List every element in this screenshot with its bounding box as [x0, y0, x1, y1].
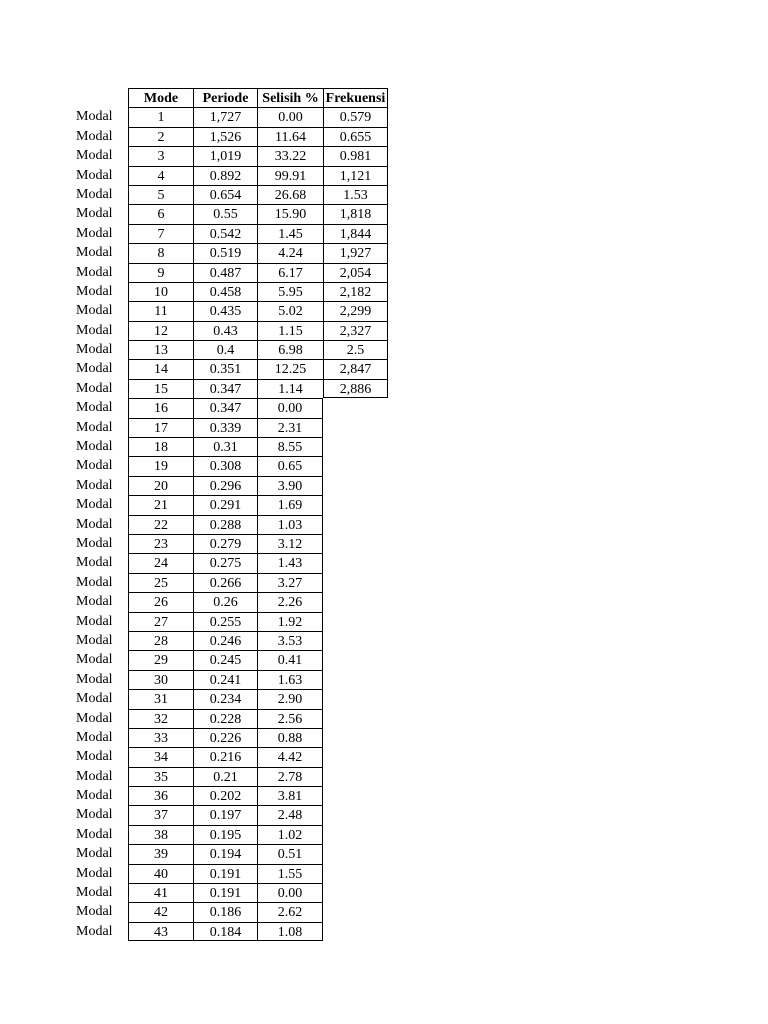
cell-mode: 12 — [128, 321, 193, 340]
cell-frekuensi: 2,054 — [323, 263, 388, 282]
table-row — [70, 437, 388, 456]
cell-mode: 39 — [128, 844, 193, 863]
cell-selisih: 0.00 — [257, 883, 323, 902]
cell-selisih: 1.02 — [257, 825, 323, 844]
cell-frekuensi: 0.655 — [323, 127, 388, 146]
cell-periode: 1,019 — [193, 146, 257, 165]
table-row — [70, 243, 388, 262]
cell-selisih: 0.88 — [257, 728, 323, 747]
table-row — [70, 282, 388, 301]
row-label: Modal — [76, 691, 113, 707]
cell-selisih: 4.24 — [257, 243, 323, 262]
cell-mode: 26 — [128, 592, 193, 611]
cell-mode: 8 — [128, 243, 193, 262]
cell-periode: 0.266 — [193, 573, 257, 592]
row-label: Modal — [76, 148, 113, 164]
cell-mode: 38 — [128, 825, 193, 844]
row-label: Modal — [76, 458, 113, 474]
table-row — [70, 805, 388, 824]
row-label: Modal — [76, 439, 113, 455]
row-label: Modal — [76, 729, 113, 745]
cell-mode: 23 — [128, 534, 193, 553]
cell-selisih: 1.15 — [257, 321, 323, 340]
cell-frekuensi: 2,886 — [323, 379, 388, 398]
header-spacer — [70, 88, 128, 107]
table-row — [70, 902, 388, 921]
row-label: Modal — [76, 186, 113, 202]
cell-periode: 0.288 — [193, 515, 257, 534]
cell-periode: 0.26 — [193, 592, 257, 611]
cell-mode: 13 — [128, 340, 193, 359]
cell-selisih: 1.03 — [257, 515, 323, 534]
cell-selisih: 15.90 — [257, 204, 323, 223]
row-label: Modal — [76, 807, 113, 823]
cell-frekuensi: 2.5 — [323, 340, 388, 359]
row-label: Modal — [76, 885, 113, 901]
table-row — [70, 263, 388, 282]
cell-selisih: 2.31 — [257, 418, 323, 437]
cell-periode: 0.186 — [193, 902, 257, 921]
cell-selisih: 2.48 — [257, 805, 323, 824]
cell-mode: 16 — [128, 398, 193, 417]
cell-periode: 0.279 — [193, 534, 257, 553]
cell-periode: 0.21 — [193, 767, 257, 786]
cell-selisih: 2.62 — [257, 902, 323, 921]
row-label: Modal — [76, 574, 113, 590]
row-label: Modal — [76, 322, 113, 338]
table-row — [70, 321, 388, 340]
row-label: Modal — [76, 303, 113, 319]
cell-periode: 0.654 — [193, 185, 257, 204]
cell-mode: 21 — [128, 495, 193, 514]
cell-periode: 0.339 — [193, 418, 257, 437]
row-label: Modal — [76, 632, 113, 648]
cell-mode: 24 — [128, 553, 193, 572]
row-label: Modal — [76, 865, 113, 881]
cell-selisih: 4.42 — [257, 747, 323, 766]
cell-mode: 3 — [128, 146, 193, 165]
table-row — [70, 301, 388, 320]
cell-periode: 0.194 — [193, 844, 257, 863]
cell-mode: 41 — [128, 883, 193, 902]
cell-periode: 0.55 — [193, 204, 257, 223]
cell-periode: 0.31 — [193, 437, 257, 456]
table-row — [70, 476, 388, 495]
cell-mode: 25 — [128, 573, 193, 592]
cell-selisih: 2.26 — [257, 592, 323, 611]
table-row — [70, 573, 388, 592]
cell-frekuensi: 1,844 — [323, 224, 388, 243]
row-label: Modal — [76, 516, 113, 532]
row-label: Modal — [76, 535, 113, 551]
cell-mode: 40 — [128, 864, 193, 883]
cell-mode: 43 — [128, 922, 193, 941]
cell-selisih: 5.95 — [257, 282, 323, 301]
cell-frekuensi: 0.981 — [323, 146, 388, 165]
cell-selisih: 26.68 — [257, 185, 323, 204]
row-label: Modal — [76, 497, 113, 513]
cell-mode: 9 — [128, 263, 193, 282]
cell-selisih: 2.90 — [257, 689, 323, 708]
row-label: Modal — [76, 555, 113, 571]
cell-mode: 15 — [128, 379, 193, 398]
row-label: Modal — [76, 788, 113, 804]
cell-selisih: 2.78 — [257, 767, 323, 786]
table-row — [70, 224, 388, 243]
cell-mode: 32 — [128, 709, 193, 728]
table-row — [70, 166, 388, 185]
row-label: Modal — [76, 749, 113, 765]
table-row — [70, 379, 388, 398]
table-row — [70, 650, 388, 669]
cell-selisih: 6.17 — [257, 263, 323, 282]
cell-selisih: 3.12 — [257, 534, 323, 553]
cell-periode: 0.216 — [193, 747, 257, 766]
row-label: Modal — [76, 342, 113, 358]
cell-periode: 0.487 — [193, 263, 257, 282]
row-label: Modal — [76, 613, 113, 629]
table-row — [70, 204, 388, 223]
cell-frekuensi: 1.53 — [323, 185, 388, 204]
cell-periode: 0.197 — [193, 805, 257, 824]
cell-mode: 7 — [128, 224, 193, 243]
row-label: Modal — [76, 109, 113, 125]
cell-selisih: 3.53 — [257, 631, 323, 650]
cell-periode: 0.291 — [193, 495, 257, 514]
row-label: Modal — [76, 477, 113, 493]
cell-mode: 17 — [128, 418, 193, 437]
cell-selisih: 1.43 — [257, 553, 323, 572]
cell-selisih: 3.81 — [257, 786, 323, 805]
cell-frekuensi: 1,121 — [323, 166, 388, 185]
cell-mode: 10 — [128, 282, 193, 301]
table-row — [70, 825, 388, 844]
cell-periode: 0.184 — [193, 922, 257, 941]
cell-selisih: 1.63 — [257, 670, 323, 689]
table-row — [70, 418, 388, 437]
cell-mode: 11 — [128, 301, 193, 320]
header-periode: Periode — [193, 88, 257, 107]
row-label: Modal — [76, 671, 113, 687]
cell-mode: 33 — [128, 728, 193, 747]
cell-selisih: 1.14 — [257, 379, 323, 398]
table-row — [70, 553, 388, 572]
cell-periode: 0.246 — [193, 631, 257, 650]
row-label: Modal — [76, 206, 113, 222]
row-label: Modal — [76, 361, 113, 377]
cell-frekuensi: 0.579 — [323, 107, 388, 126]
cell-selisih: 0.00 — [257, 398, 323, 417]
cell-mode: 14 — [128, 359, 193, 378]
cell-frekuensi: 2,299 — [323, 301, 388, 320]
cell-selisih: 33.22 — [257, 146, 323, 165]
row-label: Modal — [76, 400, 113, 416]
cell-selisih: 11.64 — [257, 127, 323, 146]
table-row — [70, 107, 388, 126]
cell-selisih: 6.98 — [257, 340, 323, 359]
table-row — [70, 456, 388, 475]
cell-selisih: 3.27 — [257, 573, 323, 592]
cell-periode: 0.435 — [193, 301, 257, 320]
cell-mode: 30 — [128, 670, 193, 689]
row-label: Modal — [76, 245, 113, 261]
cell-periode: 0.892 — [193, 166, 257, 185]
cell-periode: 0.245 — [193, 650, 257, 669]
row-label: Modal — [76, 652, 113, 668]
row-label: Modal — [76, 264, 113, 280]
cell-periode: 0.347 — [193, 398, 257, 417]
cell-selisih: 8.55 — [257, 437, 323, 456]
cell-selisih: 2.56 — [257, 709, 323, 728]
table-row — [70, 689, 388, 708]
cell-periode: 0.519 — [193, 243, 257, 262]
cell-periode: 0.241 — [193, 670, 257, 689]
cell-mode: 31 — [128, 689, 193, 708]
cell-selisih: 1.92 — [257, 612, 323, 631]
row-label: Modal — [76, 768, 113, 784]
cell-mode: 19 — [128, 456, 193, 475]
cell-selisih: 0.65 — [257, 456, 323, 475]
row-label: Modal — [76, 167, 113, 183]
modal-period-table — [70, 88, 388, 941]
cell-selisih: 5.02 — [257, 301, 323, 320]
cell-mode: 2 — [128, 127, 193, 146]
cell-periode: 0.4 — [193, 340, 257, 359]
cell-selisih: 0.51 — [257, 844, 323, 863]
row-label: Modal — [76, 826, 113, 842]
cell-frekuensi: 2,182 — [323, 282, 388, 301]
row-label: Modal — [76, 419, 113, 435]
cell-mode: 1 — [128, 107, 193, 126]
cell-selisih: 0.00 — [257, 107, 323, 126]
cell-selisih: 0.41 — [257, 650, 323, 669]
header-mode: Mode — [128, 88, 193, 107]
cell-selisih: 1.69 — [257, 495, 323, 514]
cell-periode: 0.255 — [193, 612, 257, 631]
cell-frekuensi: 2,847 — [323, 359, 388, 378]
cell-periode: 0.351 — [193, 359, 257, 378]
row-label: Modal — [76, 380, 113, 396]
cell-mode: 4 — [128, 166, 193, 185]
cell-mode: 5 — [128, 185, 193, 204]
cell-periode: 0.347 — [193, 379, 257, 398]
table-row — [70, 592, 388, 611]
row-label: Modal — [76, 923, 113, 939]
cell-periode: 0.308 — [193, 456, 257, 475]
table-row — [70, 534, 388, 553]
cell-periode: 0.195 — [193, 825, 257, 844]
table-row — [70, 359, 388, 378]
cell-selisih: 99.91 — [257, 166, 323, 185]
cell-mode: 36 — [128, 786, 193, 805]
cell-periode: 0.226 — [193, 728, 257, 747]
table-row — [70, 612, 388, 631]
table-row — [70, 185, 388, 204]
cell-frekuensi: 1,818 — [323, 204, 388, 223]
cell-mode: 22 — [128, 515, 193, 534]
table-row — [70, 146, 388, 165]
cell-mode: 27 — [128, 612, 193, 631]
table-row — [70, 844, 388, 863]
cell-periode: 1,526 — [193, 127, 257, 146]
table-row — [70, 883, 388, 902]
cell-mode: 28 — [128, 631, 193, 650]
cell-periode: 0.458 — [193, 282, 257, 301]
table-row — [70, 495, 388, 514]
header-selisih: Selisih % — [257, 88, 323, 107]
table-row — [70, 709, 388, 728]
cell-periode: 0.296 — [193, 476, 257, 495]
cell-mode: 35 — [128, 767, 193, 786]
cell-mode: 6 — [128, 204, 193, 223]
table-row — [70, 864, 388, 883]
cell-selisih: 1.45 — [257, 224, 323, 243]
cell-periode: 0.275 — [193, 553, 257, 572]
row-label: Modal — [76, 128, 113, 144]
cell-mode: 34 — [128, 747, 193, 766]
cell-periode: 0.202 — [193, 786, 257, 805]
table-row — [70, 728, 388, 747]
cell-mode: 20 — [128, 476, 193, 495]
table-row — [70, 515, 388, 534]
cell-mode: 42 — [128, 902, 193, 921]
row-label: Modal — [76, 283, 113, 299]
cell-periode: 0.228 — [193, 709, 257, 728]
cell-mode: 18 — [128, 437, 193, 456]
cell-periode: 0.43 — [193, 321, 257, 340]
row-label: Modal — [76, 710, 113, 726]
table-row — [70, 786, 388, 805]
row-label: Modal — [76, 904, 113, 920]
cell-selisih: 3.90 — [257, 476, 323, 495]
table-row — [70, 922, 388, 941]
cell-frekuensi: 2,327 — [323, 321, 388, 340]
table-row — [70, 767, 388, 786]
cell-selisih: 1.55 — [257, 864, 323, 883]
cell-periode: 0.191 — [193, 883, 257, 902]
table-row — [70, 631, 388, 650]
row-label: Modal — [76, 225, 113, 241]
header-frekuensi: Frekuensi — [323, 88, 388, 107]
cell-frekuensi: 1,927 — [323, 243, 388, 262]
row-label: Modal — [76, 846, 113, 862]
table-row — [70, 670, 388, 689]
table-header-row — [70, 88, 388, 107]
row-label: Modal — [76, 594, 113, 610]
table-row — [70, 340, 388, 359]
cell-selisih: 12.25 — [257, 359, 323, 378]
cell-periode: 0.234 — [193, 689, 257, 708]
cell-periode: 0.542 — [193, 224, 257, 243]
table-row — [70, 747, 388, 766]
cell-mode: 37 — [128, 805, 193, 824]
table-row — [70, 398, 388, 417]
cell-periode: 1,727 — [193, 107, 257, 126]
table-row — [70, 127, 388, 146]
cell-mode: 29 — [128, 650, 193, 669]
cell-periode: 0.191 — [193, 864, 257, 883]
cell-selisih: 1.08 — [257, 922, 323, 941]
